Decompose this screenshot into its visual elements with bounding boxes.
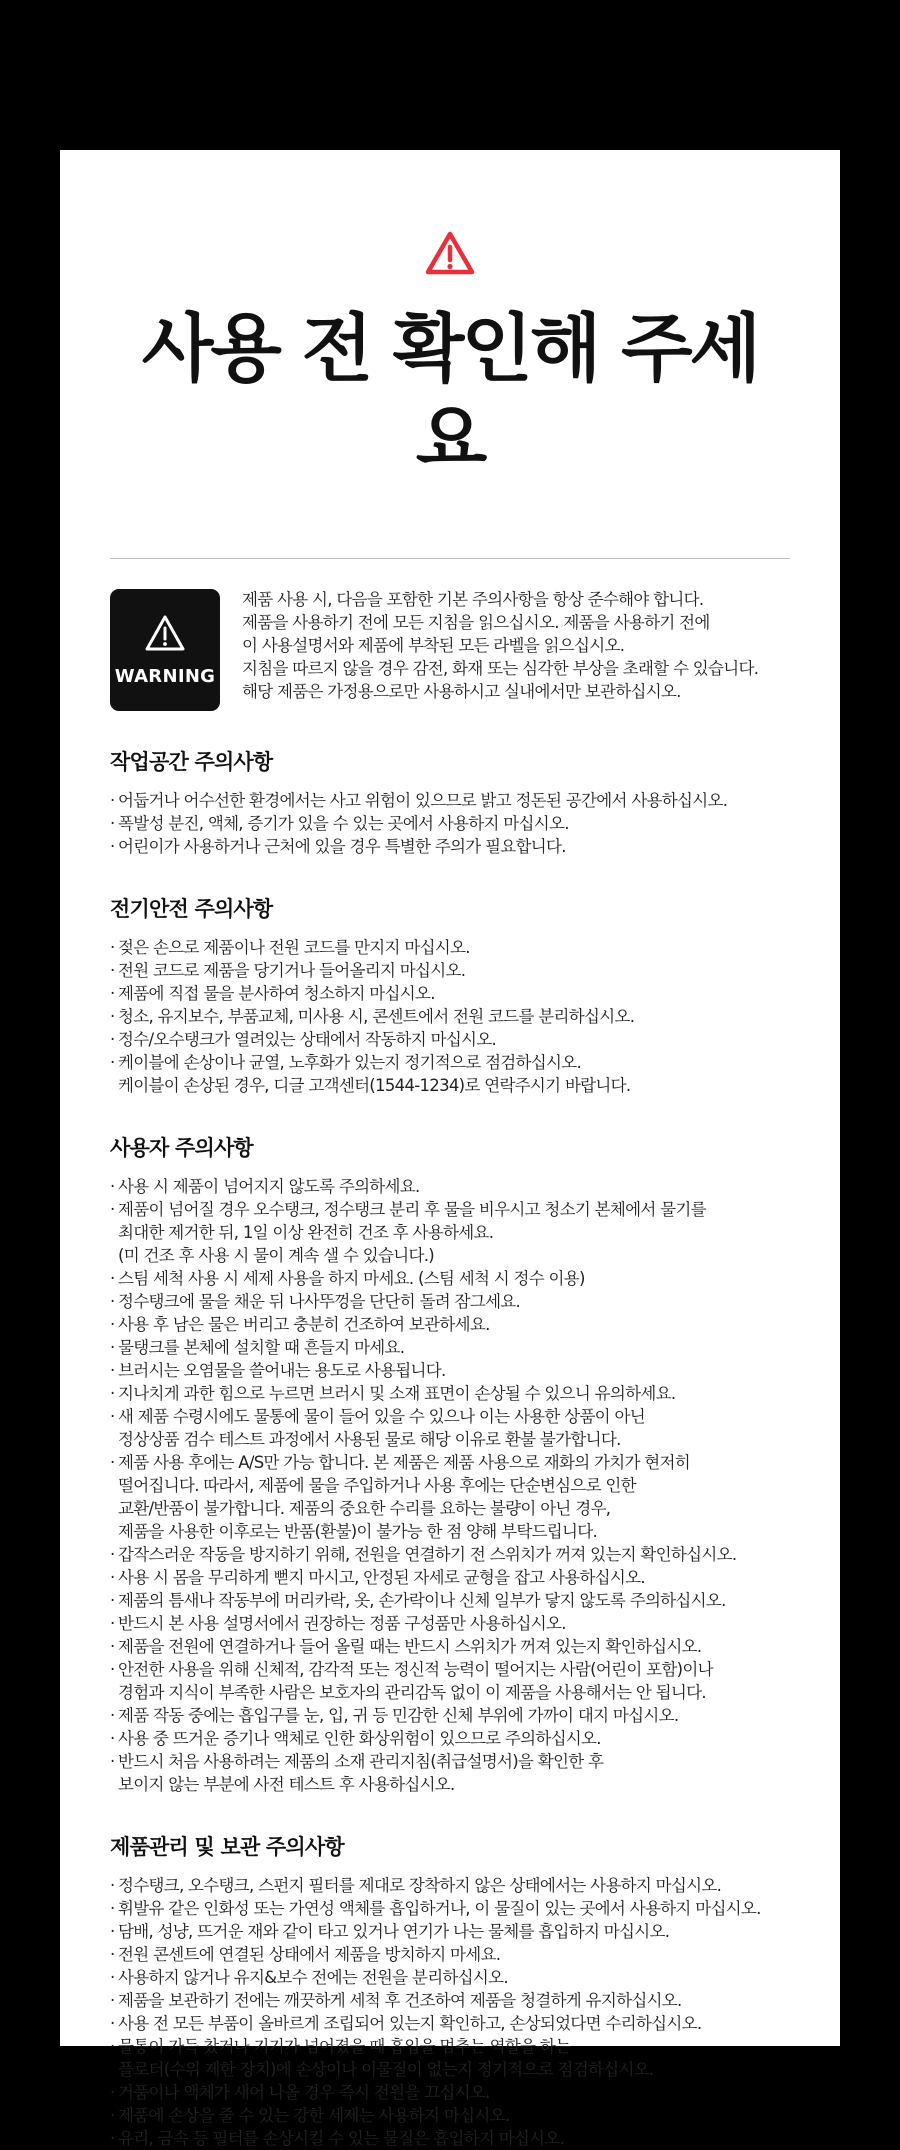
bullet-dot: · [110, 2106, 115, 2125]
list-item [110, 1704, 790, 1727]
list-item [110, 1989, 790, 2012]
bullet-dot: · [110, 1453, 115, 1472]
list-item-text: 담배, 성냥, 뜨거운 재와 같이 타고 있거나 연기가 나는 물체를 흡입하지 마십시오. [118, 1922, 670, 1941]
list-item-text: 사용 후 남은 물은 버리고 충분히 건조하여 보관하세요. [118, 1315, 490, 1334]
warning-text [242, 588, 758, 711]
warning-line: 해당 제품은 가정용으로만 사용하시고 실내에서만 보관하십시오. [242, 682, 681, 701]
bullet-dot: · [110, 1706, 115, 1725]
bullet-dot: · [110, 1545, 115, 1564]
list-item-text: 휘발유 같은 인화성 또는 가연성 액체를 흡입하거나, 이 물질이 있는 곳에서 사용하지 마십시오. [118, 1899, 761, 1918]
list-item [110, 1658, 790, 1704]
list-item-text: 물통이 가득 찼거나 기기가 넘어졌을 때 흡입을 멈추는 역할을 하는 [118, 2037, 571, 2056]
list-item-text: 플로터(수위 제한 장치)에 손상이나 이물질이 없는지 정기적으로 점검하십시오. [118, 2060, 654, 2079]
bullet-dot: · [110, 1315, 115, 1334]
list-item-text: 사용 중 뜨거운 증기나 액체로 인한 화상위험이 있으므로 주의하십시오. [118, 1729, 601, 1748]
list-item-text: 폭발성 분진, 액체, 증기가 있을 수 있는 곳에서 사용하지 마십시오. [118, 814, 569, 833]
list-item [110, 1920, 790, 1943]
page-title: 사용 전 확인해 주세요 [141, 306, 759, 482]
list-item-text: 교환/반품이 불가합니다. 제품의 중요한 수리를 요하는 불량이 아닌 경우, [118, 1499, 611, 1518]
warning-label: WARNING [114, 665, 216, 687]
list-item [110, 1589, 790, 1612]
bullet-dot: · [110, 1876, 115, 1895]
list-item [110, 1198, 790, 1267]
list-item [110, 959, 790, 982]
list-item-text: 새 제품 수령시에도 물통에 물이 들어 있을 수 있으나 이는 사용한 상품이 아닌 [118, 1407, 645, 1426]
list-item [110, 1451, 790, 1543]
list-item-text: 제품에 직접 물을 분사하여 청소하지 마십시오. [118, 984, 435, 1003]
list-item-text: 거품이나 액체가 새어 나올 경우 즉시 전원을 끄십시오. [118, 2083, 490, 2102]
bullet-dot: · [110, 938, 115, 957]
list-item [110, 1566, 790, 1589]
caution-list [110, 936, 790, 1097]
list-item [110, 1336, 790, 1359]
list-item-text: 제품의 틈새나 작동부에 머리카락, 옷, 손가락이나 신체 일부가 닿지 않도록 주의하십시오. [118, 1591, 726, 1610]
list-item [110, 1359, 790, 1382]
list-item-text: 물탱크를 본체에 설치할 때 흔들지 마세요. [118, 1338, 405, 1357]
list-item-text: 제품을 전원에 연결하거나 들어 올릴 때는 반드시 스위치가 꺼져 있는지 확인하십시오. [118, 1637, 702, 1656]
bullet-dot: · [110, 961, 115, 980]
bullet-dot: · [110, 1200, 115, 1219]
list-item [110, 2012, 790, 2035]
list-item-text: 젖은 손으로 제품이나 전원 코드를 만지지 마십시오. [118, 938, 470, 957]
list-item [110, 1612, 790, 1635]
section-title: 작업공간 주의사항 [110, 750, 273, 774]
list-item [110, 2104, 790, 2127]
list-item-text: 사용 시 제품이 넘어지지 않도록 주의하세요. [118, 1177, 420, 1196]
list-item-text: 제품이 넘어질 경우 오수탱크, 정수탱크 분리 후 물을 비우시고 청소기 본체에서 물기를 [118, 1200, 706, 1219]
list-item-text: 사용 전 모든 부품이 올바르게 조립되어 있는지 확인하고, 손상되었다면 수리하십시오. [118, 2014, 702, 2033]
list-item [110, 1943, 790, 1966]
bullet-dot: · [110, 2083, 115, 2102]
list-item-text: 어린이가 사용하거나 근처에 있을 경우 특별한 주의가 필요합니다. [118, 837, 566, 856]
caution-list [110, 1874, 790, 2150]
list-item-text: 제품을 사용한 이후로는 반품(환불)이 불가능 한 점 양해 부탁드립니다. [118, 1522, 598, 1541]
list-item-text: 정수탱크에 물을 채운 뒤 나사뚜껑을 단단히 돌려 잠그세요. [118, 1292, 521, 1311]
list-item-text: 브러시는 오염물을 쓸어내는 용도로 사용됩니다. [118, 1361, 446, 1380]
bullet-dot: · [110, 1007, 115, 1026]
bullet-dot: · [110, 1968, 115, 1987]
caution-list [110, 1175, 790, 1796]
list-item-text: 제품을 보관하기 전에는 깨끗하게 세척 후 건조하여 제품을 청결하게 유지하십시오. [118, 1991, 682, 2010]
bullet-dot: · [110, 1338, 115, 1357]
list-item-text: (미 건조 후 사용 시 물이 계속 샐 수 있습니다.) [118, 1246, 434, 1265]
list-item [110, 1727, 790, 1750]
bullet-dot: · [110, 1269, 115, 1288]
list-item [110, 1051, 790, 1097]
list-item-text: 제품 사용 후에는 A/S만 가능 합니다. 본 제품은 제품 사용으로 재화의 가치가 현저히 [118, 1453, 690, 1472]
bullet-dot: · [110, 1407, 115, 1426]
divider [110, 558, 790, 559]
list-item [110, 1175, 790, 1198]
list-item [110, 1966, 790, 1989]
warning-triangle-icon [424, 230, 476, 276]
list-item [110, 835, 790, 858]
warning-badge [110, 589, 220, 711]
caution-list [110, 789, 790, 858]
warning-line: 제품 사용 시, 다음을 포함한 기본 주의사항을 항상 준수해야 합니다. [242, 590, 704, 609]
warning-line: 이 사용설명서와 제품에 부착된 모든 라벨을 읽으십시오. [242, 636, 625, 655]
list-item [110, 2035, 790, 2081]
bullet-dot: · [110, 1591, 115, 1610]
list-item [110, 1267, 790, 1290]
bullet-dot: · [110, 1899, 115, 1918]
bullet-dot: · [110, 1637, 115, 1656]
list-item-text: 케이블이 손상된 경우, 디글 고객센터(1544-1234)로 연락주시기 바랍니다. [118, 1076, 631, 1095]
list-item [110, 1543, 790, 1566]
list-item [110, 1290, 790, 1313]
list-item-text: 정수/오수탱크가 열려있는 상태에서 작동하지 마십시오. [118, 1030, 497, 1049]
list-item-text: 떨어집니다. 따라서, 제품에 물을 주입하거나 사용 후에는 단순변심으로 인한 [118, 1476, 636, 1495]
section-title: 제품관리 및 보관 주의사항 [110, 1835, 344, 1859]
list-item [110, 1750, 790, 1796]
list-item [110, 2127, 790, 2150]
bullet-dot: · [110, 1177, 115, 1196]
list-item-text: 반드시 본 사용 설명서에서 권장하는 정품 구성품만 사용하십시오. [118, 1614, 566, 1633]
bullet-dot: · [110, 1729, 115, 1748]
bullet-dot: · [110, 791, 115, 810]
bullet-dot: · [110, 1292, 115, 1311]
list-item-text: 안전한 사용을 위해 신체적, 감각적 또는 정신적 능력이 떨어지는 사람(어린이 포함)이나 [118, 1660, 713, 1679]
list-item-text: 지나치게 과한 힘으로 누르면 브러시 및 소재 표면이 손상될 수 있으니 유의하세요. [118, 1384, 676, 1403]
bullet-dot: · [110, 2037, 115, 2056]
bullet-dot: · [110, 1030, 115, 1049]
section-title: 전기안전 주의사항 [110, 897, 273, 921]
list-item-text: 유리, 금속 등 필터를 손상시킬 수 있는 물질은 흡입하지 마십시오. [118, 2129, 565, 2148]
bullet-dot: · [110, 2014, 115, 2033]
warning-line: 지침을 따르지 않을 경우 감전, 화재 또는 심각한 부상을 초래할 수 있습니다. [242, 659, 759, 678]
list-item [110, 1005, 790, 1028]
bullet-dot: · [110, 837, 115, 856]
list-item-text: 전원 코드로 제품을 당기거나 들어올리지 마십시오. [118, 961, 466, 980]
list-item-text: 청소, 유지보수, 부품교체, 미사용 시, 콘센트에서 전원 코드를 분리하십시오. [118, 1007, 635, 1026]
list-item-text: 케이블에 손상이나 균열, 노후화가 있는지 정기적으로 점검하십시오. [118, 1053, 582, 1072]
list-item-text: 제품에 손상을 줄 수 있는 강한 세제는 사용하지 마십시오. [118, 2106, 510, 2125]
list-item-text: 최대한 제거한 뒤, 1일 이상 완전히 건조 후 사용하세요. [118, 1223, 494, 1242]
list-item-text: 반드시 처음 사용하려는 제품의 소재 관리지침(취급설명서)을 확인한 후 [118, 1752, 604, 1771]
list-item [110, 1874, 790, 1897]
list-item [110, 1405, 790, 1451]
bullet-dot: · [110, 1752, 115, 1771]
list-item [110, 1635, 790, 1658]
bullet-dot: · [110, 1053, 115, 1072]
list-item-text: 스팀 세척 사용 시 세제 사용을 하지 마세요. (스팀 세척 시 정수 이용) [118, 1269, 585, 1288]
list-item-text: 정수탱크, 오수탱크, 스펀지 필터를 제대로 장착하지 않은 상태에서는 사용하지 마십시오. [118, 1876, 722, 1895]
bullet-dot: · [110, 984, 115, 1003]
list-item [110, 789, 790, 812]
bullet-dot: · [110, 1361, 115, 1380]
bullet-dot: · [110, 1568, 115, 1587]
list-item [110, 1028, 790, 1051]
list-item [110, 2081, 790, 2104]
warning-line: 제품을 사용하기 전에 모든 지침을 읽으십시오. 제품을 사용하기 전에 [242, 613, 710, 632]
sections [110, 747, 790, 2150]
bullet-dot: · [110, 1922, 115, 1941]
list-item-text: 어둡거나 어수선한 환경에서는 사고 위험이 있으므로 밝고 정돈된 공간에서 사용하십시오. [118, 791, 728, 810]
bullet-dot: · [110, 814, 115, 833]
list-item-text: 사용하지 않거나 유지&보수 전에는 전원을 분리하십시오. [118, 1968, 508, 1987]
list-item [110, 936, 790, 959]
bullet-dot: · [110, 1991, 115, 2010]
section-title: 사용자 주의사항 [110, 1136, 253, 1160]
list-item [110, 1382, 790, 1405]
warning-icon [144, 614, 186, 652]
bullet-dot: · [110, 1660, 115, 1679]
bullet-dot: · [110, 1384, 115, 1403]
warning-block [110, 589, 790, 711]
list-item-text: 정상상품 검수 테스트 과정에서 사용된 물로 해당 이유로 환불 불가합니다. [118, 1430, 621, 1449]
list-item [110, 812, 790, 835]
bullet-dot: · [110, 2129, 115, 2148]
list-item-text: 보이지 않는 부분에 사전 테스트 후 사용하십시오. [118, 1775, 455, 1794]
caution-card [60, 150, 840, 2148]
bullet-dot: · [110, 1945, 115, 1964]
list-item-text: 사용 시 몸을 무리하게 뻗지 마시고, 안정된 자세로 균형을 잡고 사용하십시오. [118, 1568, 645, 1587]
bullet-dot: · [110, 1614, 115, 1633]
list-item-text: 갑작스러운 작동을 방지하기 위해, 전원을 연결하기 전 스위치가 꺼져 있는지 확인하십시오. [118, 1545, 737, 1564]
list-item [110, 1313, 790, 1336]
list-item-text: 경험과 지식이 부족한 사람은 보호자의 관리감독 없이 이 제품을 사용해서는 안 됩니다. [118, 1683, 706, 1702]
list-item [110, 1897, 790, 1920]
list-item-text: 제품 작동 중에는 흡입구를 눈, 입, 귀 등 민감한 신체 부위에 가까이 대지 마십시오. [118, 1706, 679, 1725]
list-item-text: 전원 콘센트에 연결된 상태에서 제품을 방치하지 마세요. [118, 1945, 501, 1964]
list-item [110, 982, 790, 1005]
